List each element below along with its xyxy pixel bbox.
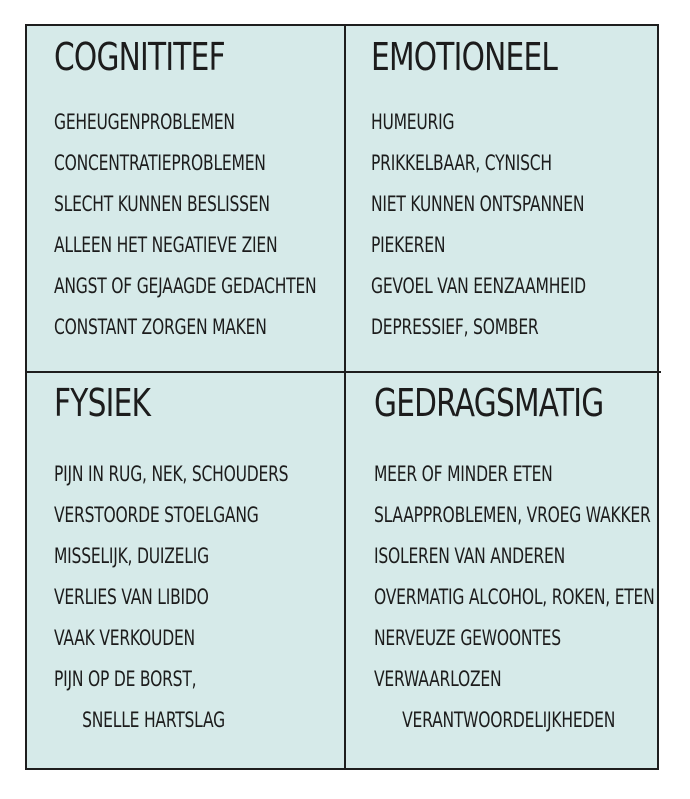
list-item: CONSTANT ZORGEN MAKEN [54,315,267,339]
list-item: VERLIES VAN LIBIDO [54,585,209,609]
list-item: ALLEEN HET NEGATIEVE ZIEN [54,233,278,257]
quadrant-title: EMOTIONEEL [371,35,558,79]
list-item-continued: VERANTWOORDELIJKHEDEN [402,708,616,732]
list-item: PIJN OP DE BORST, [54,667,197,691]
list-item-continued: SNELLE HARTSLAG [82,708,225,732]
list-item: HUMEURIG [371,110,455,134]
list-item: GEHEUGENPROBLEMEN [54,110,235,134]
quadrant-emotioneel [371,35,661,348]
list-item: ANGST OF GEJAAGDE GEDACHTEN [54,274,317,298]
list-item: NIET KUNNEN ONTSPANNEN [371,192,585,216]
quadrant-fysiek [54,381,371,741]
quadrant-title: GEDRAGSMATIG [374,381,604,425]
list-item: PIJN IN RUG, NEK, SCHOUDERS [54,462,289,486]
list-item: MEER OF MINDER ETEN [374,462,553,486]
symptom-list [374,454,690,741]
list-item: PIEKEREN [371,233,446,257]
list-item: VAAK VERKOUDEN [54,626,195,650]
list-item: ISOLEREN VAN ANDEREN [374,544,566,568]
list-item: SLAAPPROBLEMEN, VROEG WAKKER [374,503,651,527]
symptom-list [54,454,371,741]
symptom-list [371,102,661,348]
list-item: VERWAARLOZEN [374,667,502,691]
list-item: CONCENTRATIEPROBLEMEN [54,151,266,175]
quadrant-gedragsmatig [374,381,690,741]
symptom-list [54,102,409,348]
list-item: GEVOEL VAN EENZAAMHEID [371,274,586,298]
list-item: MISSELIJK, DUIZELIG [54,544,209,568]
list-item: NERVEUZE GEWOONTES [374,626,561,650]
quadrant-title: FYSIEK [54,381,151,425]
list-item: VERSTOORDE STOELGANG [54,503,259,527]
horizontal-divider [25,371,661,373]
list-item: OVERMATIG ALCOHOL, ROKEN, ETEN [374,585,655,609]
quadrant-cognitief [54,35,409,348]
list-item: PRIKKELBAAR, CYNISCH [371,151,552,175]
list-item: DEPRESSIEF, SOMBER [371,315,539,339]
quadrant-title: COGNITITEF [54,35,225,79]
list-item: SLECHT KUNNEN BESLISSEN [54,192,270,216]
